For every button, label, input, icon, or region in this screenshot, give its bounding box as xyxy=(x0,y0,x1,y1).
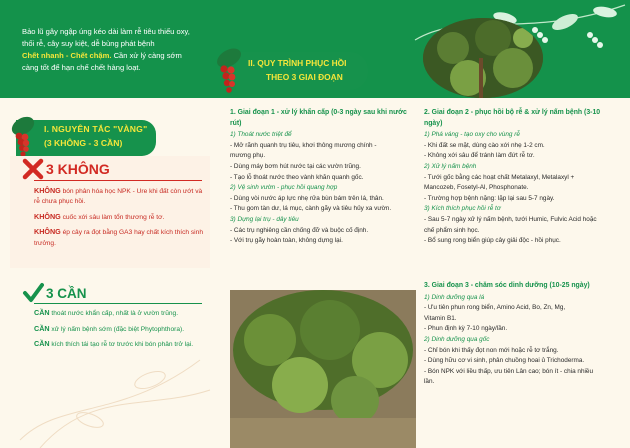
process-header xyxy=(236,52,368,90)
stage-2-step-2: 2) Xử lý nấm bệnh xyxy=(424,162,477,170)
item-text: ép cây ra đọt bằng GA3 hay chất kích thích sinh trưởng. xyxy=(34,229,203,247)
list-line: - Phun định kỳ 7-10 ngày/lần. xyxy=(424,325,508,333)
process-title: II. QUY TRÌNH PHỤC HỒI xyxy=(248,58,347,68)
pepper-plant-photo-top xyxy=(423,18,543,98)
list-line: lần. xyxy=(424,378,435,386)
stage-2-step-1: 1) Phá váng - tạo oxy cho vùng rễ xyxy=(424,131,520,139)
item-key: KHÔNG xyxy=(34,186,61,195)
intro-line xyxy=(22,50,227,62)
list-line: - Tưới gốc bằng các hoạt chất Metalaxyl, Metalaxyl + xyxy=(424,173,575,181)
list-item xyxy=(34,339,210,351)
list-line: - Dùng máy bơm hút nước tại các vườn trũng. xyxy=(230,162,361,170)
stage-1-section xyxy=(230,108,416,247)
three-nots-list xyxy=(34,186,206,253)
intro-line: Bảo lũ gây ngập úng kéo dài làm rễ tiêu thiếu oxy, xyxy=(22,27,190,36)
item-key: KHÔNG xyxy=(34,211,61,221)
stage-2-step-3: 3) Kích thích phục hồi rễ tơ xyxy=(424,205,501,213)
list-line: - Ưu tiên phun rong biển, Amino Acid, Bo, Zn, Mg, xyxy=(424,304,566,312)
list-line: chế phẩm sinh học. xyxy=(424,226,480,234)
item-text: cuốc xới sâu làm tổn thương rễ tơ. xyxy=(60,213,165,221)
list-line: - Chỉ bón khi thấy đọt non mới hoặc rễ tơ trắng. xyxy=(424,346,559,354)
list-line: - Với trụ gãy hoàn toàn, không dựng lại. xyxy=(230,237,343,245)
stage-1-step-2: 2) Vệ sinh vườn - phục hồi quang hợp xyxy=(230,184,338,192)
list-line: - Dùng hữu cơ vi sinh, phân chuồng hoai ủ Trichoderma. xyxy=(424,357,585,365)
list-line: - Bổ sung rong biển giúp cây giải độc - hồi phục. xyxy=(424,237,561,245)
check-icon xyxy=(22,282,44,304)
list-line: - Trường hợp bệnh nặng: lặp lại sau 5-7 ngày. xyxy=(424,194,555,202)
stage-2-section xyxy=(424,108,620,247)
list-line: - Tạo lỗ thoát nước theo vành khăn quanh gốc. xyxy=(230,173,364,181)
intro-line: càng tốt để hạn chế chết hàng loạt. xyxy=(22,63,141,72)
three-musts-list xyxy=(34,308,210,355)
list-line: - Dùng vòi nước áp lực nhẹ rửa bùn bám trên lá, thân. xyxy=(230,194,384,202)
list-line: - Các trụ nghiêng cần chống đỡ và buộc cố định. xyxy=(230,226,369,234)
principle-subtitle: (3 KHÔNG - 3 CẦN) xyxy=(44,138,123,148)
three-musts-title: 3 CẦN xyxy=(46,286,87,301)
list-item xyxy=(34,324,210,336)
pepper-plant-photo-bottom xyxy=(230,290,416,448)
divider xyxy=(34,303,202,304)
list-item xyxy=(34,308,210,320)
intro-line-rest: Cần xử lý càng sớm xyxy=(111,51,182,60)
list-line: Mancozeb, Fosetyl-Al, Phosphonate. xyxy=(424,184,529,192)
list-line: - Bón NPK với liều thấp, ưu tiên Lân cao; bón ít - chia nhiều xyxy=(424,367,594,375)
stage-1-step-1: 1) Thoát nước triệt để xyxy=(230,131,292,139)
list-line: - Khi đất se mặt, dùng cào xới nhẹ 1-2 cm. xyxy=(424,141,545,149)
item-text: kích thích tái tạo rễ tơ trước khi bón phân trở lại. xyxy=(49,341,194,349)
process-subtitle: THEO 3 GIAI ĐOẠN xyxy=(266,72,343,82)
stage-3-step-2: 2) Dinh dưỡng qua gốc xyxy=(424,335,490,343)
intro-text xyxy=(22,26,227,74)
intro-line: thối rễ, cây suy kiệt, dễ bùng phát bệnh xyxy=(22,39,155,48)
stage-1-step-3: 3) Dựng lại trụ - dây tiêu xyxy=(230,215,299,223)
principle-title: I. NGUYÊN TẮC "VÀNG" xyxy=(44,124,148,134)
list-item xyxy=(34,227,206,249)
three-nots-title: 3 KHÔNG xyxy=(46,161,110,177)
stage-2-heading: 2. Giai đoạn 2 - phục hồi bộ rễ & xử lý nấm bệnh (3-10 ngày) xyxy=(424,109,601,127)
stage-3-section xyxy=(424,281,620,388)
stage-3-heading: 3. Giai đoạn 3 - chăm sóc dinh dưỡng (10-25 ngày) xyxy=(424,282,590,289)
list-line: Vitamin B1. xyxy=(424,314,457,322)
item-key: CẦN xyxy=(34,308,50,317)
item-text: thoát nước khẩn cấp, nhất là ở vườn trũng. xyxy=(49,310,179,317)
item-key: KHÔNG xyxy=(34,227,61,237)
item-text: bón phân hóa học NPK - Ure khi đất còn ướt và rễ chưa phục hồi. xyxy=(34,188,203,206)
stage-1-heading: 1. Giai đoạn 1 - xử lý khẩn cấp (0-3 ngày sau khi nước rút) xyxy=(230,109,407,127)
item-key: CẦN xyxy=(34,339,50,349)
list-line: - Không xới sâu để tránh làm đứt rễ tơ. xyxy=(424,152,535,160)
stage-3-step-1: 1) Dinh dưỡng qua lá xyxy=(424,293,485,301)
list-line: - Mở rãnh quanh trụ tiêu, khơi thông mương chính - xyxy=(230,141,377,149)
intro-highlight: Chết nhanh - Chết chậm. xyxy=(22,51,112,60)
principle-header xyxy=(16,120,156,156)
item-text: xử lý nấm bệnh sớm (đặc biệt Phytophthora). xyxy=(49,325,185,333)
pepper-cluster-icon xyxy=(7,112,37,160)
list-line: - Sau 5-7 ngày xử lý nấm bệnh, tưới Humic, Fulvic Acid hoặc xyxy=(424,215,597,223)
list-item xyxy=(34,186,206,208)
pepper-cluster-icon xyxy=(212,44,244,96)
list-item xyxy=(34,212,206,223)
list-line: - Thu gom tàn dư, lá mục, cành gãy và tiêu hủy xa vườn. xyxy=(230,205,392,213)
list-line: mương phụ. xyxy=(230,152,266,160)
item-key: CẦN xyxy=(34,323,50,333)
cross-icon xyxy=(22,158,44,180)
